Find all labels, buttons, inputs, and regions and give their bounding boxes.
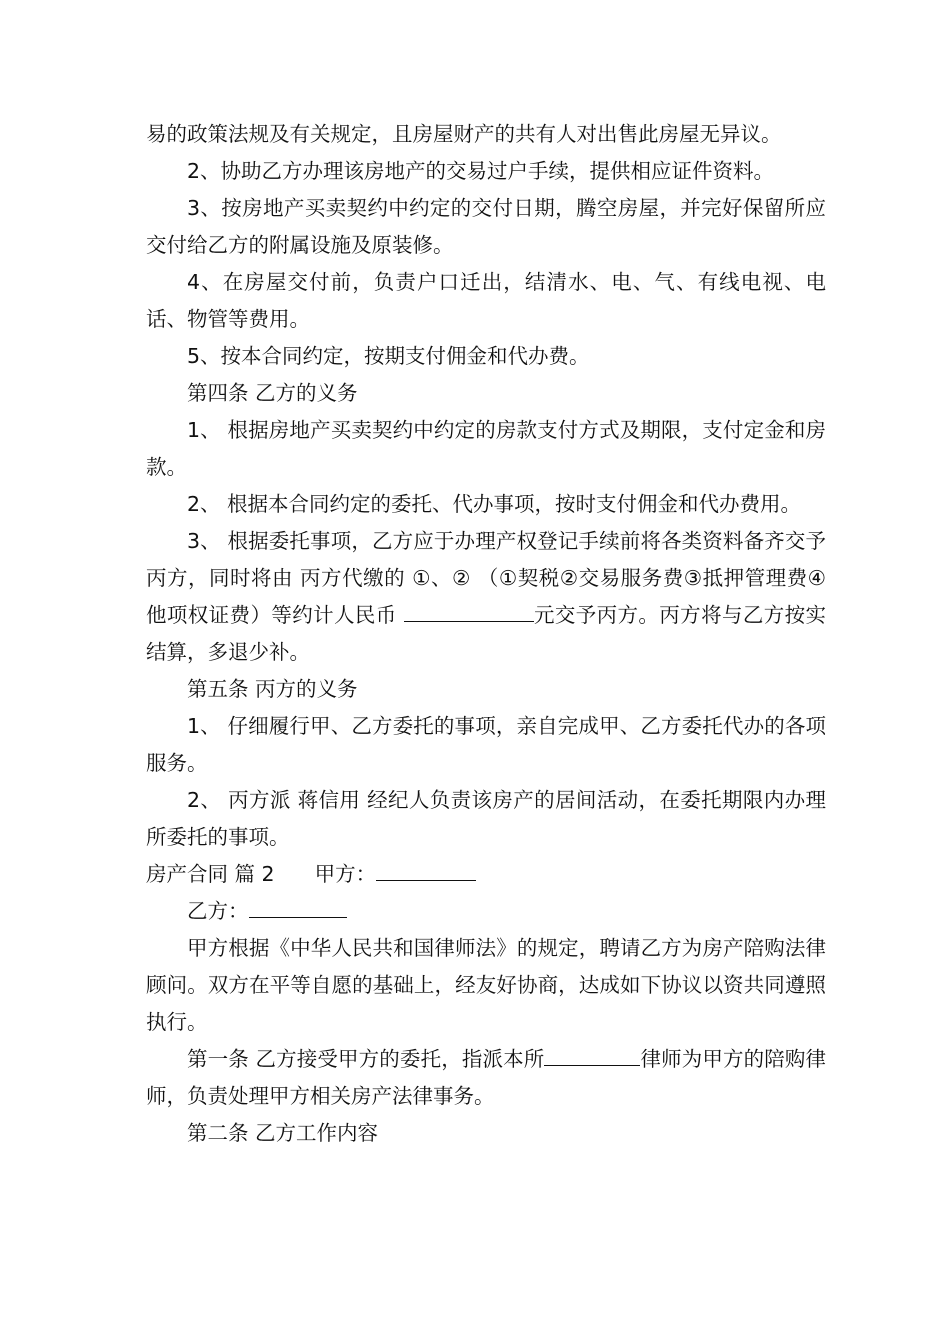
party-b-blank-field — [249, 893, 347, 918]
paragraph-seller-duty-1-cont: 易的政策法规及有关规定，且房屋财产的共有人对出售此房屋无异议。 — [146, 122, 782, 146]
contract-2-title-line — [146, 856, 826, 893]
buyer-duty-3-text-a: 3、 根据委托事项，乙方应于办理产权登记手续前将各类资料备齐交予丙方，同时将由 丙方代缴的 ①、② （①契税②交易服务费③抵押管理费④他项权证费）等约计人民币 — [146, 529, 826, 627]
paragraph-agent-duty-1: 1、 仔细履行甲、乙方委托的事项，亲自完成甲、乙方委托代办的各项服务。 — [146, 714, 826, 775]
amount-blank-field — [404, 597, 534, 622]
buyer-duty-3-text-b: 元交予丙方。丙方将与乙方按实结算，多退少补。 — [146, 603, 827, 664]
contract-2-title: 房产合同 篇 2 — [146, 862, 275, 886]
paragraph-article-1 — [146, 1041, 826, 1115]
paragraph-seller-duty-5: 5、按本合同约定，按期支付佣金和代办费。 — [187, 344, 590, 368]
paragraph-agent-duty-2: 2、 丙方派 蒋信用 经纪人负责该房产的居间活动，在委托期限内办理所委托的事项。 — [146, 788, 826, 849]
article-1-text-b: 律师为甲方的陪购律师，负责处理甲方相关房产法律事务。 — [146, 1047, 827, 1108]
paragraph-buyer-duty-1: 1、 根据房地产买卖契约中约定的房款支付方式及期限，支付定金和房款。 — [146, 418, 826, 479]
party-b-line — [146, 893, 826, 930]
paragraph-buyer-duty-2: 2、 根据本合同约定的委托、代办事项，按时支付佣金和代办费用。 — [187, 492, 802, 516]
heading-article-4: 第四条 乙方的义务 — [187, 381, 358, 405]
paragraph-seller-duty-4: 4、在房屋交付前，负责户口迁出，结清水、电、气、有线电视、电话、物管等费用。 — [146, 270, 826, 331]
paragraph-seller-duty-3: 3、按房地产买卖契约中约定的交付日期，腾空房屋，并完好保留所应交付给乙方的附属设施及原装修。 — [146, 196, 826, 257]
party-a-blank-field — [376, 856, 476, 881]
heading-article-5: 第五条 丙方的义务 — [187, 677, 358, 701]
paragraph-preamble: 甲方根据《中华人民共和国律师法》的规定，聘请乙方为房产陪购法律顾问。双方在平等自愿的基础上，经友好协商，达成如下协议以资共同遵照执行。 — [146, 936, 826, 1034]
document-body — [146, 116, 826, 1152]
heading-article-2: 第二条 乙方工作内容 — [187, 1121, 379, 1145]
party-b-label: 乙方： — [187, 899, 249, 923]
article-1-text-a: 第一条 乙方接受甲方的委托，指派本所 — [187, 1047, 545, 1071]
party-a-label: 甲方： — [314, 862, 377, 886]
lawyer-blank-field — [544, 1041, 640, 1066]
paragraph-seller-duty-2: 2、协助乙方办理该房地产的交易过户手续，提供相应证件资料。 — [187, 159, 775, 183]
paragraph-buyer-duty-3 — [146, 523, 826, 671]
